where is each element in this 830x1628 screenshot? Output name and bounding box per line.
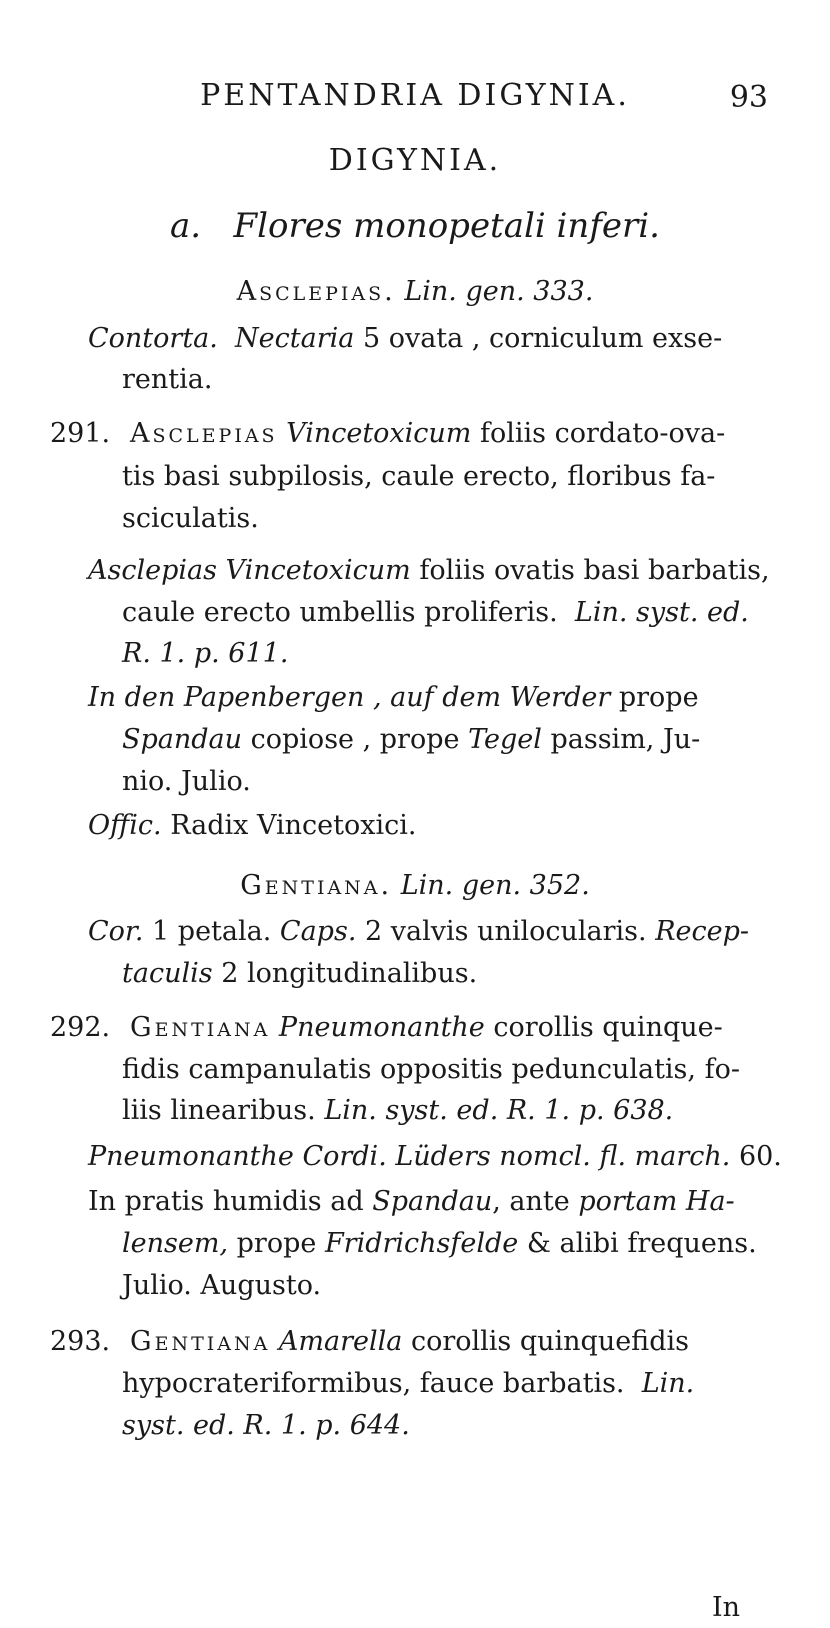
entry-line: syst. ed. R. 1. p. 644. xyxy=(122,1410,410,1441)
entry-line: Asclepias Vincetoxicum foliis cordato-ova- xyxy=(130,418,726,449)
entry-number: 291. xyxy=(50,418,111,449)
running-head xyxy=(0,78,830,113)
catchword: In xyxy=(711,1592,740,1623)
genus-character-line: rentia. xyxy=(122,364,213,395)
entry-line: tis basi subpilosis, caule erecto, floribus fa- xyxy=(122,461,716,492)
habitat-line: Julio. Augusto. xyxy=(122,1270,322,1301)
entry-line: Gentiana Pneumonanthe corollis quinque- xyxy=(130,1012,723,1043)
genus-reference: Lin. gen. 333. xyxy=(404,276,594,307)
habitat-line: lensem, prope Fridrichsfelde & alibi frequens. xyxy=(122,1228,757,1259)
genus-character-line: Cor. 1 petala. Caps. 2 valvis unilocularis. Recep- xyxy=(88,916,750,947)
subsection-heading xyxy=(0,206,830,246)
section-title: DIGYNIA. xyxy=(328,143,502,178)
page-number: 93 xyxy=(729,80,768,115)
entry-number: 293. xyxy=(50,1326,111,1357)
entry-line: Gentiana Amarella corollis quinquefidis xyxy=(130,1326,689,1357)
subsection-title: Flores monopetali inferi. xyxy=(233,206,660,246)
habitat-line: In pratis humidis ad Spandau, ante portam Ha- xyxy=(88,1186,735,1217)
synonym-line: caule erecto umbellis proliferis. Lin. syst. ed. xyxy=(122,597,749,628)
genus-character-line: taculis 2 longitudinalibus. xyxy=(122,958,478,989)
entry-line: liis linearibus. Lin. syst. ed. R. 1. p. 638. xyxy=(122,1095,674,1126)
habitat-line: Spandau copiose , prope Tegel passim, Ju- xyxy=(122,724,701,755)
genus-name: Asclepias. xyxy=(236,276,396,307)
genus-heading-gentiana xyxy=(0,870,830,901)
habitat-line: nio. Julio. xyxy=(122,766,251,797)
subsection-letter: a. xyxy=(170,206,202,246)
entry-line: fidis campanulatis oppositis pedunculatis, fo- xyxy=(122,1054,740,1085)
genus-character-line: Contorta. Nectaria 5 ovata , corniculum exse- xyxy=(88,323,723,354)
running-title: PENTANDRIA DIGYNIA. xyxy=(200,78,630,113)
synonym-line: R. 1. p. 611. xyxy=(122,638,289,669)
genus-name: Gentiana. xyxy=(240,870,393,901)
genus-reference: Lin. gen. 352. xyxy=(400,870,590,901)
officinal-line: Offic. Radix Vincetoxici. xyxy=(88,810,417,841)
genus-heading-asclepias xyxy=(0,276,830,307)
synonym-line: Pneumonanthe Cordi. Lüders nomcl. fl. march. 60. xyxy=(88,1141,782,1172)
habitat-line: In den Papenbergen , auf dem Werder prope xyxy=(88,682,699,713)
synonym-line: Asclepias Vincetoxicum foliis ovatis basi barbatis, xyxy=(88,555,770,586)
entry-line: hypocrateriformibus, fauce barbatis. Lin. xyxy=(122,1368,695,1399)
entry-line: sciculatis. xyxy=(122,503,259,534)
entry-number: 292. xyxy=(50,1012,111,1043)
